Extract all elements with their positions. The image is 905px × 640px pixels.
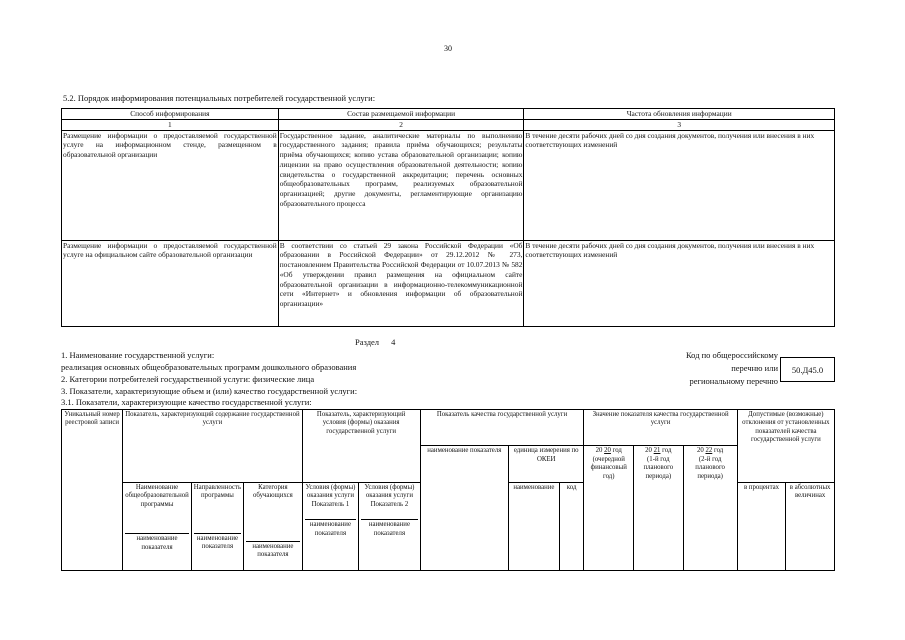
c4-name-label: наименование показателя	[305, 519, 357, 538]
c3-name-label: наименование показателя	[246, 541, 300, 560]
row1-method: Размещение информации о предоставляемой государственной услуге на информационном стенде, размещенном в образовательной организации	[62, 130, 279, 240]
okei-label-line2: перечню или	[731, 363, 778, 373]
year3-note: (2-й год планового периода)	[695, 455, 725, 480]
section-5-2-title: 5.2. Порядок информирования потенциальных потребителей государственной услуги:	[63, 93, 376, 103]
c2-name-label: наименование показателя	[194, 533, 241, 552]
year1-note: (очередной финансовый год)	[590, 455, 627, 480]
row2-frequency: В течение десяти рабочих дней со дня создания документов, получения или внесения в них соответствующих изменений	[524, 240, 835, 326]
header-frequency: Частота обновления информации	[524, 109, 835, 120]
year1-cell	[584, 482, 634, 570]
conditions-indicator-header: Показатель, характеризующий условия (формы) оказания государственной услуги	[302, 410, 420, 446]
indicator-name-header: наименование показателя	[420, 446, 508, 482]
c5-header	[359, 482, 420, 570]
row1-content: Государственное задание, аналитические материалы по выполнению государственного задания; правила приёма обучающихся; результаты приёма обучающихся; копию устава образовательной организации; копию лицензии на право осуществления образовательной деятельности; копию свидетельства о государственной аккредитации; перечень основных общеобразовательных программ, реализуемых образовательной организацией; другие документы, регламентирующие организацию образовательного процесса	[278, 130, 524, 240]
c4-text: Условия (формы) оказания услуги Показатель 1	[305, 483, 356, 508]
content-spacer	[123, 446, 302, 482]
unit-header: единица измерения по ОКЕИ	[509, 446, 584, 482]
year2-prefix: 20	[645, 447, 652, 455]
year2-header	[634, 446, 683, 482]
informing-table	[61, 108, 835, 327]
deviations-header: Допустимые (возможные) отклонения от установленных показателей качества государственной услуги	[737, 410, 834, 446]
row2-method: Размещение информации о предоставляемой государственной услуге на официальном сайте образовательной организации	[62, 240, 279, 326]
year3-suffix: год	[713, 447, 724, 455]
col-number-3: 3	[524, 119, 835, 130]
year1-value: 20	[604, 447, 611, 455]
row2-content: В соответствии со статьей 29 закона Российской Федерации «Об образовании в Российской Федерации» от 29.12.2012 № 273, постановлением Правительства Российской Федерации от 10.07.2013 № 582 «Об утверждении правил размещения на официальном сайте образовательной организации в информационно-телекоммуникационной сети «Интернет» и обновления информации об образовательной организации»	[278, 240, 524, 326]
percent-header: в процентах	[737, 482, 785, 570]
table-row	[62, 130, 835, 240]
year3-header	[683, 446, 737, 482]
year2-suffix: год	[662, 447, 672, 455]
c1-text: Наименование общеобразовательной программы	[125, 483, 189, 508]
header-method: Способ информирования	[62, 109, 279, 120]
quality-indicators-table	[61, 409, 835, 571]
quality-indicators-heading: 3.1. Показатели, характеризующие качество государственной услуги:	[61, 397, 312, 407]
c1-name-label: наименование показателя	[125, 533, 189, 552]
year2-cell	[634, 482, 683, 570]
indicators-heading: 3. Показатели, характеризующие объем и (или) качество государственной услуги:	[61, 386, 358, 396]
section-label: Раздел	[355, 337, 380, 347]
table-row	[62, 482, 835, 570]
c1-header	[123, 482, 192, 570]
year2-value: 21	[653, 447, 661, 455]
consumers-category: 2. Категории потребителей государственной услуги: физические лица	[61, 374, 315, 384]
unit-name-header: наименование	[509, 482, 560, 570]
section-heading	[355, 337, 395, 347]
year2-note: (1-й год планового периода)	[643, 455, 674, 480]
table-row	[62, 240, 835, 326]
section-number: 4	[391, 337, 396, 347]
okei-label-line1: Код по общероссийскому	[685, 350, 778, 360]
unit-code-header: код	[559, 482, 584, 570]
informing-table-numbers	[62, 119, 835, 130]
c4-header	[302, 482, 359, 570]
year1-prefix: 20	[595, 447, 603, 455]
table-row	[62, 446, 835, 482]
c2-text: Направленность программы	[193, 483, 242, 500]
header-content: Состав размещаемой информации	[278, 109, 524, 120]
conditions-spacer	[302, 446, 420, 482]
col-number-2: 2	[278, 119, 524, 130]
content-indicator-header: Показатель, характеризующий содержание государственной услуги	[123, 410, 302, 446]
indicator-name-cell	[420, 482, 508, 570]
quality-value-header: Значение показателя качества государственной услуги	[584, 410, 737, 446]
okei-label	[686, 349, 778, 388]
table-row	[62, 410, 835, 446]
service-name-label: 1. Наименование государственной услуги:	[61, 350, 215, 360]
absolute-header: в абсолютных величинах	[786, 482, 835, 570]
c5-name-label: наименование показателя	[361, 519, 417, 538]
deviations-spacer	[737, 446, 834, 482]
row1-frequency: В течение десяти рабочих дней со дня создания документов, получения или внесения в них соответствующих изменений	[524, 130, 835, 240]
page-number: 30	[444, 44, 452, 53]
unique-number-header: Уникальный номер реестровой записи	[62, 410, 123, 571]
c3-text: Категория обучающихся	[253, 483, 293, 500]
quality-indicator-header: Показатель качества государственной услуги	[420, 410, 584, 446]
year1-header	[584, 446, 634, 482]
year3-prefix: 20	[696, 447, 704, 455]
okei-label-line3: региональному перечню	[689, 376, 778, 386]
year3-value: 22	[705, 447, 713, 455]
col-number-1: 1	[62, 119, 279, 130]
okei-code-box: 50.Д45.0	[780, 357, 835, 382]
service-name-value: реализация основных общеобразовательных программ дошкольного образования	[61, 362, 357, 372]
c2-header	[191, 482, 243, 570]
c5-text: Условия (формы) оказания услуги Показатель 2	[364, 483, 415, 508]
year3-cell	[683, 482, 737, 570]
c3-header	[244, 482, 303, 570]
year1-suffix: год	[612, 447, 622, 455]
informing-table-header	[62, 109, 835, 120]
